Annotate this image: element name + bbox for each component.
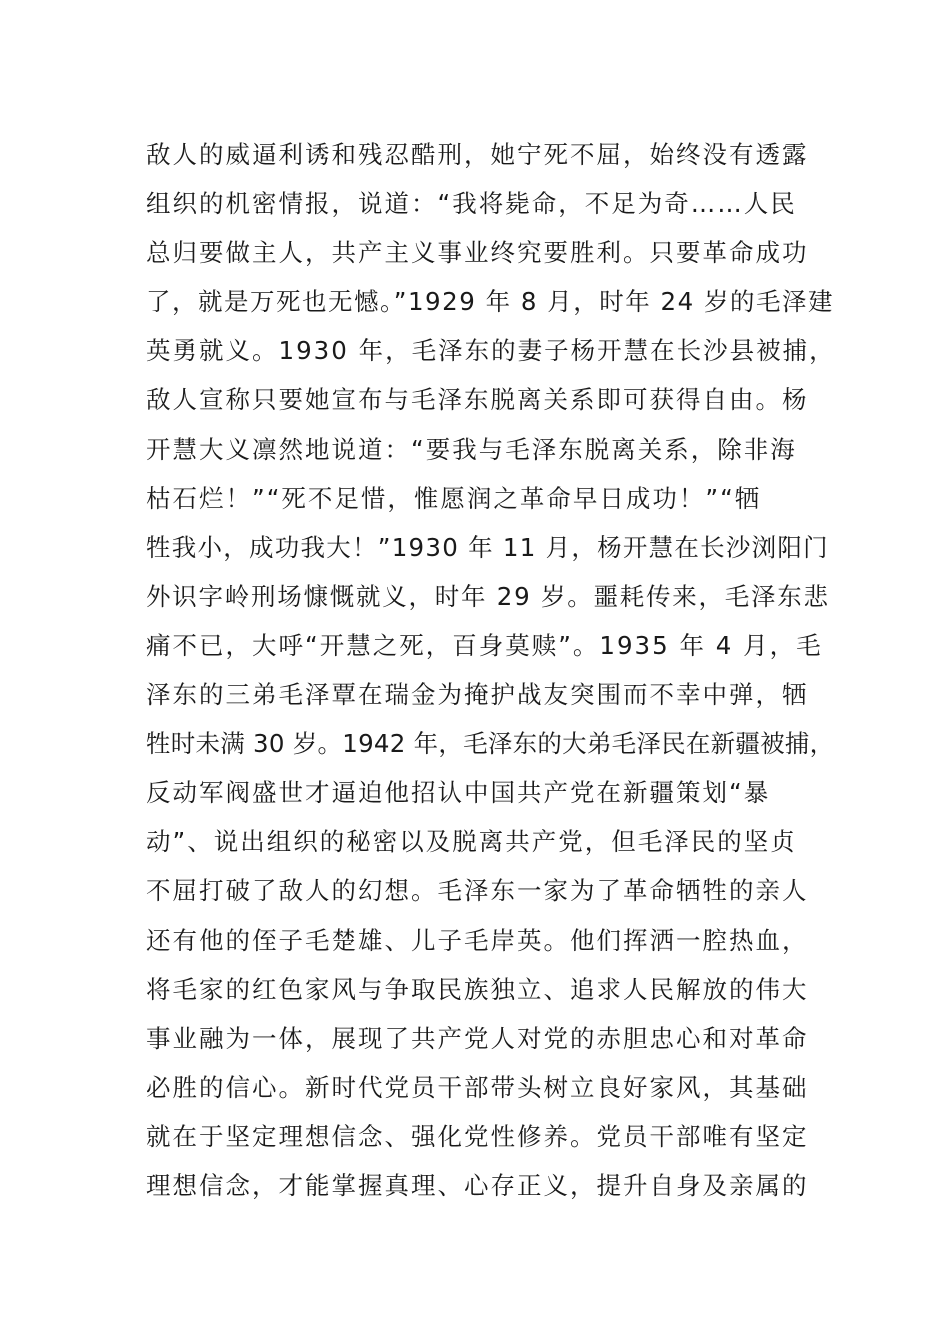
text-line: 牲时未满 30 岁。1942 年，毛泽东的大弟毛泽民在新疆被捕，: [146, 729, 835, 759]
text-line: 动”、说出组织的秘密以及脱离共产党，但毛泽民的坚贞: [146, 827, 797, 857]
text-line: 开慧大义凛然地说道：“要我与毛泽东脱离关系，除非海: [146, 434, 797, 464]
text-line: 不屈打破了敌人的幻想。毛泽东一家为了革命牺牲的亲人: [146, 876, 809, 906]
text-line: 枯石烂！”“死不足惜，惟愿润之革命早日成功！”“牺: [146, 483, 762, 513]
text-line: 外识字岭刑场慷慨就义，时年 29 岁。噩耗传来，毛泽东悲: [146, 581, 830, 611]
text-line: 将毛家的红色家风与争取民族独立、追求人民解放的伟大: [146, 974, 809, 1004]
text-line: 牲我小，成功我大！”1930 年 11 月，杨开慧在长沙浏阳门: [146, 532, 829, 562]
text-line: 必胜的信心。新时代党员干部带头树立良好家风，其基础: [146, 1072, 809, 1102]
body-paragraph: [146, 130, 836, 1210]
text-line: 就在于坚定理想信念、强化党性修养。党员干部唯有坚定: [146, 1121, 809, 1151]
text-line: 总归要做主人，共产主义事业终究要胜利。只要革命成功: [146, 238, 809, 268]
text-line: 反动军阀盛世才逼迫他招认中国共产党在新疆策划“暴: [146, 778, 771, 808]
text-line: 还有他的侄子毛楚雄、儿子毛岸英。他们挥洒一腔热血，: [146, 925, 809, 955]
text-line: 组织的机密情报，说道：“我将毙命，不足为奇……人民: [146, 189, 797, 219]
text-line: 敌人的威逼利诱和残忍酷刑，她宁死不屈，始终没有透露: [146, 140, 809, 169]
text-line: 了，就是万死也无憾。”1929 年 8 月，时年 24 岁的毛泽建: [146, 287, 834, 317]
text-line: 理想信念，才能掌握真理、心存正义，提升自身及亲属的: [146, 1170, 809, 1200]
text-line: 英勇就义。1930 年，毛泽东的妻子杨开慧在长沙县被捕，: [146, 336, 836, 366]
text-line: 事业融为一体，展现了共产党人对党的赤胆忠心和对革命: [146, 1023, 809, 1053]
text-line: 痛不已，大呼“开慧之死，百身莫赎”。1935 年 4 月，毛: [146, 630, 823, 660]
text-line: 敌人宣称只要她宣布与毛泽东脱离关系即可获得自由。杨: [146, 385, 809, 415]
text-line: 泽东的三弟毛泽覃在瑞金为掩护战友突围而不幸中弹，牺: [146, 680, 809, 710]
